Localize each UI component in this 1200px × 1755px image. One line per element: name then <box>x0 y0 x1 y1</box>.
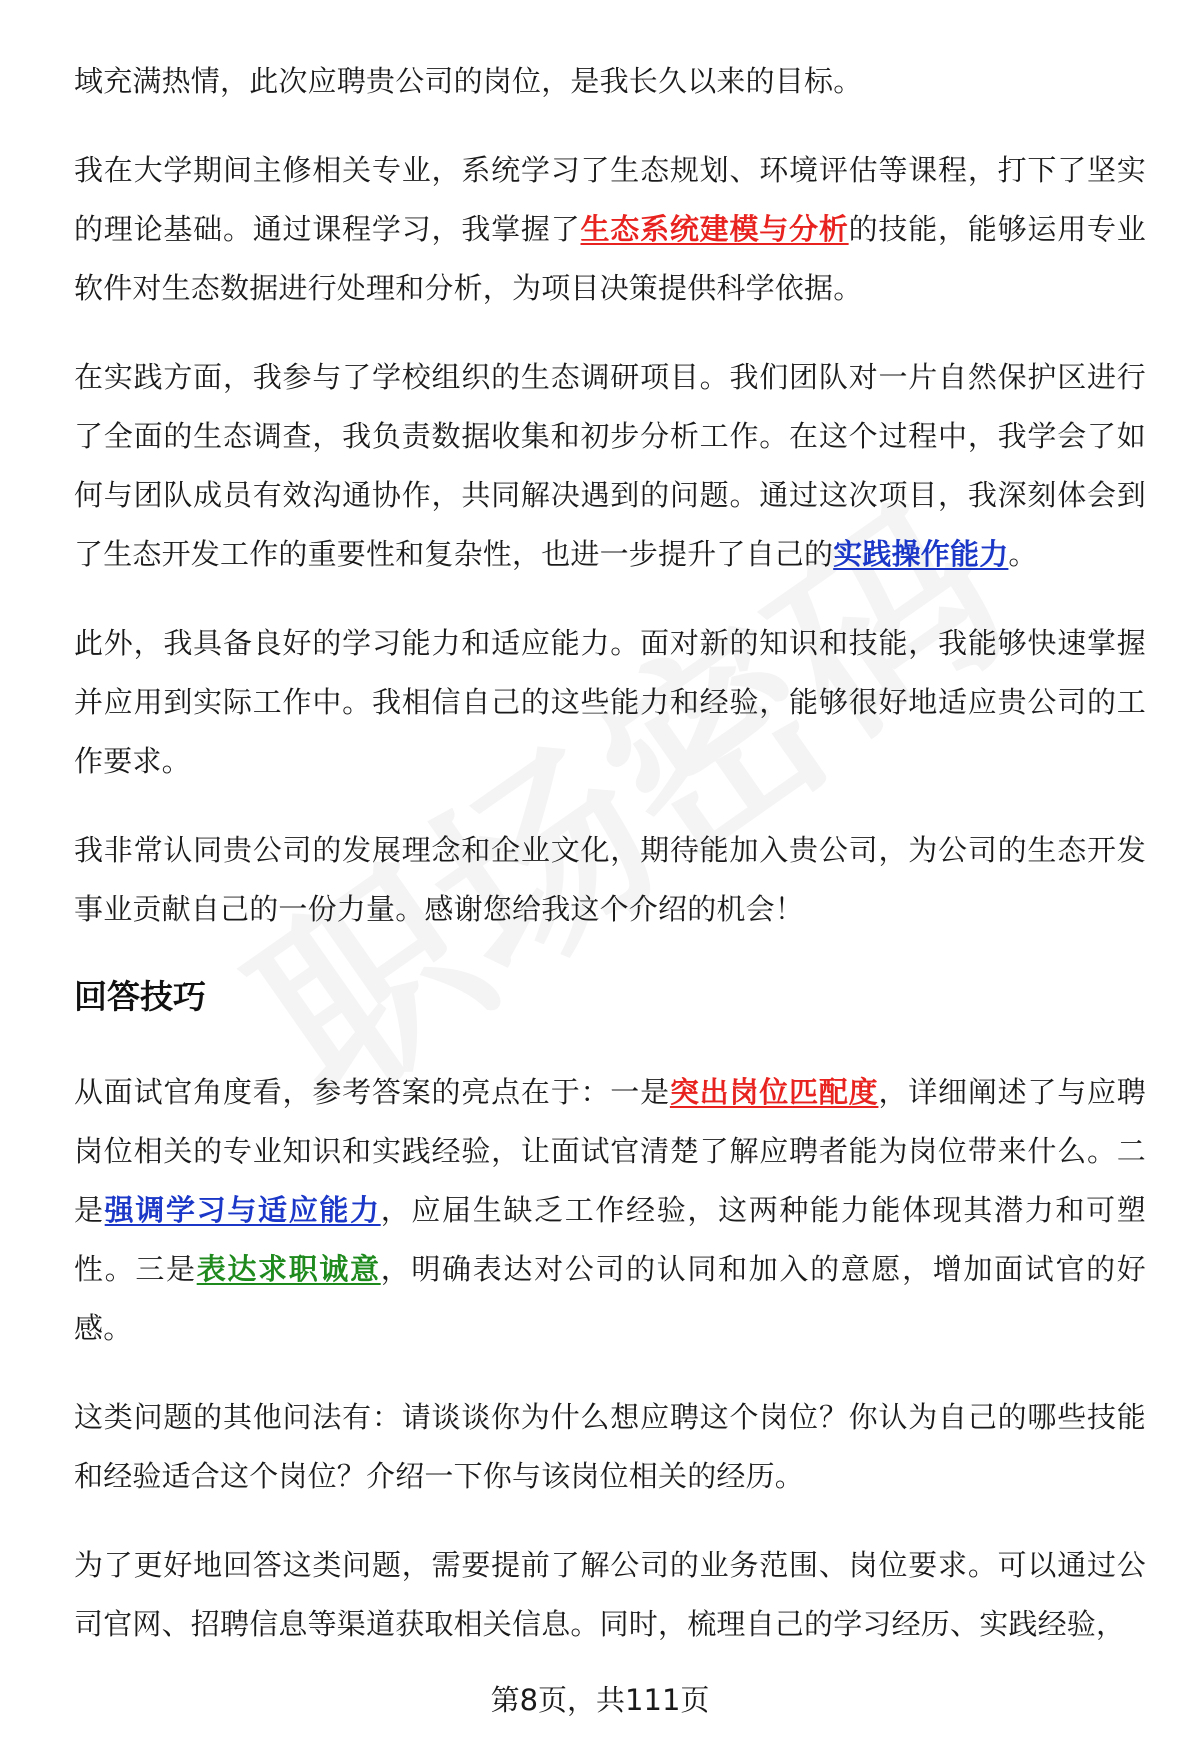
highlight-learning-ability: 强调学习与适应能力 <box>104 1193 381 1227</box>
paragraph-text: 的技能，能够运用专业软件对生态数据进行处理和分析，为项目决策提供科学依据。 <box>74 212 1146 305</box>
highlight-sincerity: 表达求职诚意 <box>196 1252 381 1286</box>
paragraph-text: ，明确表达对公司的认同和加入的意愿，增加面试官的好感。 <box>74 1252 1146 1345</box>
paragraph-tips-highlights <box>74 1063 1146 1358</box>
paragraph-practice <box>74 348 1146 584</box>
paragraph-text: 为了更好地回答这类问题，需要提前了解公司的业务范围、岗位要求。可以通过公司官网、招聘信息等渠道获取相关信息。同时，梳理自己的学习经历、实践经验， <box>74 1548 1146 1641</box>
paragraph-text: 这类问题的其他问法有：请谈谈你为什么想应聘这个岗位？你认为自己的哪些技能和经验适合这个岗位？介绍一下你与该岗位相关的经历。 <box>74 1400 1146 1493</box>
page-number-footer: 第8页，共111页 <box>490 1683 710 1717</box>
paragraph-text: ，详细阐述了与应聘岗位相关的专业知识和实践经验，让面试官清楚了解应聘者能为岗位带来什么。二是 <box>74 1075 1146 1227</box>
highlight-skill: 生态系统建模与分析 <box>580 212 849 246</box>
paragraph-text: 。 <box>1008 537 1038 571</box>
paragraph-text: 我非常认同贵公司的发展理念和企业文化，期待能加入贵公司，为公司的生态开发事业贡献自己的一份力量。感谢您给我这个介绍的机会！ <box>74 833 1146 926</box>
highlight-practice-ability: 实践操作能力 <box>833 537 1009 571</box>
highlight-job-match: 突出岗位匹配度 <box>669 1075 879 1109</box>
paragraph-text: 我在大学期间主修相关专业，系统学习了生态规划、环境评估等课程，打下了坚实的理论基础。通过课程学习，我掌握了 <box>74 153 1146 246</box>
paragraph-text: ，应届生缺乏工作经验，这两种能力能体现其潜力和可塑性。三是 <box>74 1193 1146 1286</box>
paragraph-education <box>74 141 1146 318</box>
section-heading: 回答技巧 <box>74 977 206 1016</box>
paragraph-text: 在实践方面，我参与了学校组织的生态调研项目。我们团队对一片自然保护区进行了全面的生态调查，我负责数据收集和初步分析工作。在这个过程中，我学会了如何与团队成员有效沟通协作，共同解决遇到的问题。通过这次项目，我深刻体会到了生态开发工作的重要性和复杂性，也进一步提升了自己的 <box>74 360 1146 571</box>
paragraph-intro-end <box>74 52 1146 111</box>
paragraph-text: 从面试官角度看，参考答案的亮点在于：一是 <box>74 1075 670 1109</box>
paragraph-tips-alternatives <box>74 1388 1146 1506</box>
paragraph-closing <box>74 821 1146 939</box>
paragraph-tips-preparation <box>74 1536 1146 1654</box>
paragraph-abilities <box>74 614 1146 791</box>
page-content <box>74 52 1146 1684</box>
paragraph-text: 此外，我具备良好的学习能力和适应能力。面对新的知识和技能，我能够快速掌握并应用到实际工作中。我相信自己的这些能力和经验，能够很好地适应贵公司的工作要求。 <box>74 626 1146 778</box>
paragraph-text: 域充满热情，此次应聘贵公司的岗位，是我长久以来的目标。 <box>74 64 863 98</box>
